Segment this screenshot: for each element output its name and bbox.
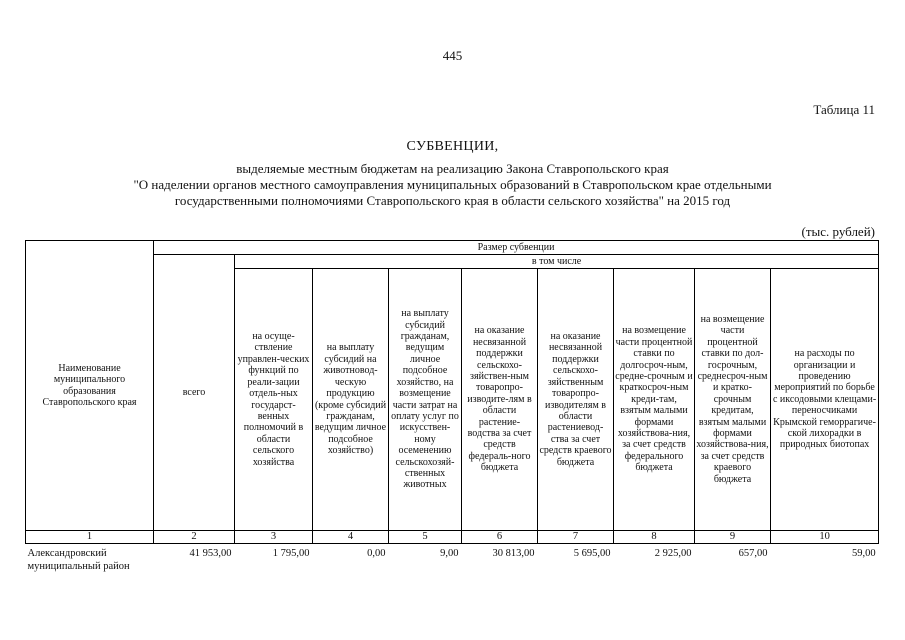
cell-value: 1 795,00 xyxy=(272,548,310,559)
column-numbers-row xyxy=(26,531,879,544)
cell-value: 0,00 xyxy=(367,548,386,559)
header-interest-regional: на возмещение части процентной ставки по дол-госрочным, среднесроч-ным и кратко-срочным кредитам, взятым малыми формами хозяйствова-ния, за счет средств краевого бюджета xyxy=(695,269,771,531)
page-number: 445 xyxy=(442,48,463,63)
cell-value: 657,00 xyxy=(738,548,768,559)
header-including: в том числе xyxy=(235,255,879,269)
column-number: 10 xyxy=(771,531,879,544)
table-row xyxy=(26,544,879,574)
column-number: 9 xyxy=(695,531,771,544)
column-number: 5 xyxy=(389,531,462,544)
cell-value: 5 695,00 xyxy=(573,548,611,559)
header-insemination-subsidies: на выплату субсидий гражданам, ведущим личное подсобное хозяйство, на возмещение части затрат на оплату услуг по искусствен-ному осеменению сельскохозяй-ственных животных xyxy=(389,269,462,531)
cell-value: 2 925,00 xyxy=(654,548,692,559)
header-total: всего xyxy=(154,255,235,531)
cell-value: 59,00 xyxy=(852,548,876,559)
document-title: СУБВЕНЦИИ, xyxy=(406,139,499,154)
header-tick-control: на расходы по организации и проведению мероприятий по борьбе с иксодовыми клещами-переносчиками Крымской геморрагиче-ской лихорадки в природных биотопах xyxy=(771,269,879,531)
header-livestock-subsidies: на выплату субсидий на животновод-ческую продукцию (кроме субсидий гражданам, ведущим личное подсобное хозяйство) xyxy=(313,269,389,531)
cell-value: 30 813,00 xyxy=(492,548,535,559)
subtitle-line: выделяемые местным бюджетам на реализацию Закона Ставропольского края xyxy=(236,161,669,176)
subventions-table xyxy=(25,240,879,573)
subtitle-line: государственными полномочиями Ставропольского края в области сельского хозяйства" на 2015 год xyxy=(174,193,731,208)
column-number: 3 xyxy=(235,531,313,544)
header-crop-support-regional: на оказание несвязанной поддержки сельскохо-зяйственным товаропро-изводителям в области растениевод-ства за счет средств краевого бюджета xyxy=(538,269,614,531)
header-crop-support-federal: на оказание несвязанной поддержки сельскохо-зяйствен-ным товаропро-изводите-лям в области растение-водства за счет средств федераль-ного бюджета xyxy=(462,269,538,531)
column-number: 6 xyxy=(462,531,538,544)
document-subtitle xyxy=(0,161,905,209)
header-subvention-size: Размер субвенции xyxy=(154,241,879,255)
subtitle-line: "О наделении органов местного самоуправления муниципальных образований в Ставропольском крае отдельными xyxy=(133,177,772,192)
column-number: 7 xyxy=(538,531,614,544)
column-number: 1 xyxy=(26,531,154,544)
header-interest-federal: на возмещение части процентной ставки по долгосроч-ным, средне-срочным и краткосроч-ным креди-там, взятым малыми формами хозяйствова-ния, за счет средств федерального бюджета xyxy=(614,269,695,531)
header-management-functions: на осуще-ствление управлен-ческих функций по реали-зации отдель-ных государст-венных полномочий в области сельского хозяйства xyxy=(235,269,313,531)
column-number: 8 xyxy=(614,531,695,544)
row-municipality-name: Александровский муниципальный район xyxy=(27,548,130,572)
table-label: Таблица 11 xyxy=(813,102,875,117)
cell-total: 41 953,00 xyxy=(189,548,232,559)
column-number: 2 xyxy=(154,531,235,544)
header-municipality-name: Наименование муниципального образования Ставропольского края xyxy=(26,241,154,531)
column-number: 4 xyxy=(313,531,389,544)
units-label: (тыс. рублей) xyxy=(801,224,875,239)
cell-value: 9,00 xyxy=(440,548,459,559)
